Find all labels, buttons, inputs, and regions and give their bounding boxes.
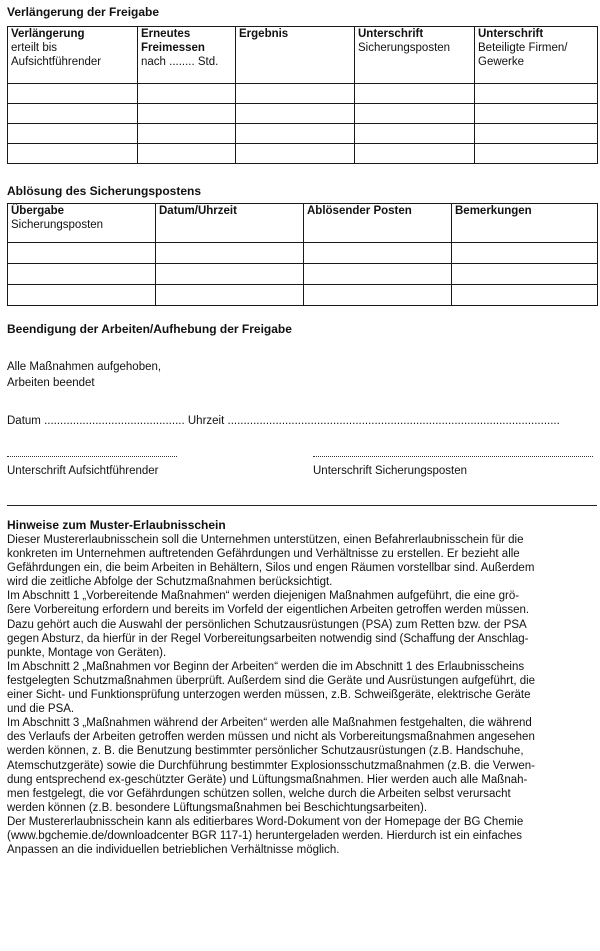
notes-line: punkte, Montage von Geräten).	[7, 646, 167, 659]
notes-line: Gefährdungen ein, die beim Arbeiten in Behältern, Silos und engen Räumen vorstellbar sind. Außerdem	[7, 562, 535, 575]
extension-entry-cell[interactable]	[8, 144, 138, 164]
relief-entry-cell[interactable]	[304, 264, 452, 285]
notes-line: Im Abschnitt 3 „Maßnahmen während der Arbeiten“ werden alle Maßnahmen festgehalten, die während	[7, 717, 532, 730]
time-label: Uhrzeit	[187, 415, 225, 427]
column-header-title: Datum/Uhrzeit	[159, 205, 237, 217]
relief-header-cell	[304, 204, 452, 243]
notes-body	[7, 533, 599, 857]
column-header-subtitle: nach ........ Std.	[141, 56, 219, 68]
notes-line: Dieser Mustererlaubnisschein soll die Unternehmen unterstützen, einen Befahrerlaubnisschein für die	[7, 534, 524, 546]
relief-entry-cell[interactable]	[452, 285, 598, 306]
extension-entry-cell[interactable]	[138, 144, 236, 164]
relief-entry-row	[8, 243, 598, 264]
notes-line: des Verlaufs der Arbeiten getroffen werden müssen und nicht als Vorbereitungsmaßnahmen angesehen	[7, 731, 535, 744]
notes-line: werden können, z. B. die Benutzung bestimmter persönlicher Schutzausrüstungen (z.B. Handschuhe,	[7, 745, 524, 758]
extension-entry-cell[interactable]	[8, 124, 138, 144]
relief-header-cell	[156, 204, 304, 243]
column-header-subtitle: Beteiligte Firmen/	[478, 42, 568, 54]
extension-entry-row	[8, 84, 598, 104]
notes-line: dung entsprechend ex-geschützter Geräte) und Lüftungsmaßnahmen. Hier werden auch alle Maßnah-	[7, 773, 528, 786]
extension-entry-cell[interactable]	[138, 84, 236, 104]
extension-entry-cell[interactable]	[355, 144, 475, 164]
supervisor-signature-line[interactable]	[7, 456, 177, 457]
notes-line: gegen Absturz, da hierfür in der Regel Vorbereitungsarbeiten notwendig sind (Schaffung der Anschlag-	[7, 632, 529, 645]
extension-entry-row	[8, 124, 598, 144]
relief-entry-cell[interactable]	[156, 285, 304, 306]
relief-entry-cell[interactable]	[156, 264, 304, 285]
extension-entry-cell[interactable]	[138, 124, 236, 144]
relief-header-cell	[452, 204, 598, 243]
extension-header-cell	[475, 27, 598, 84]
notes-line: (www.bgchemie.de/downloadcenter BGR 117-1) heruntergeladen werden. Hierdurch ist ein einfaches	[7, 829, 523, 842]
notes-line: werden können (z.B. besondere Lüftungsmaßnahmen bei Beschichtungsarbeiten).	[7, 801, 428, 814]
extension-entry-cell[interactable]	[355, 124, 475, 144]
relief-header-row	[8, 204, 598, 243]
column-header-subtitle: Aufsichtführender	[11, 56, 102, 68]
relief-entry-cell[interactable]	[304, 285, 452, 306]
notes-line: Im Abschnitt 2 „Maßnahmen vor Beginn der Arbeiten“ werden die im Abschnitt 1 des Erlaubnisscheins	[7, 660, 525, 673]
extension-entry-cell[interactable]	[475, 124, 598, 144]
extension-header-cell	[8, 27, 138, 84]
extension-entry-row	[8, 104, 598, 124]
extension-entry-cell[interactable]	[475, 84, 598, 104]
relief-entry-cell[interactable]	[156, 243, 304, 264]
relief-entry-row	[8, 264, 598, 285]
notes-line: Im Abschnitt 1 „Vorbereitende Maßnahmen“ werden diejenigen Maßnahmen aufgeführt, die eine grö-	[7, 590, 520, 603]
supervisor-signature-label: Unterschrift Aufsichtführender	[7, 465, 159, 477]
column-header-subtitle: erteilt bis	[11, 42, 58, 54]
column-header-subtitle: Gewerke	[478, 56, 525, 68]
completion-statement-line2: Arbeiten beendet	[7, 377, 95, 389]
column-header-title: Unterschrift	[478, 28, 544, 40]
safety-post-signature-line[interactable]	[313, 456, 593, 457]
notes-line: Anpassen an die individuellen betrieblichen Verhältnisse möglich.	[7, 844, 340, 857]
column-header-title: Übergabe	[11, 205, 65, 217]
column-header-subtitle: Sicherungsposten	[11, 219, 104, 231]
notes-line: Atemschutzgeräte) sowie die Durchführung bestimmter Explosionsschutzmaßnahmen (z.B. die Verwen-	[7, 759, 535, 772]
notes-line: einer Sicht- und Funktionsprüfung unterzogen werden müssen, z.B. Schweißgeräte, elektrische Geräte	[7, 689, 531, 702]
relief-entry-cell[interactable]	[8, 285, 156, 306]
time-field[interactable]: ........................................................................................................	[227, 415, 560, 427]
extension-entry-cell[interactable]	[236, 144, 355, 164]
relief-header-cell	[8, 204, 156, 243]
relief-entry-cell[interactable]	[8, 243, 156, 264]
extension-header-cell	[138, 27, 236, 84]
extension-entry-cell[interactable]	[475, 104, 598, 124]
section-divider	[7, 505, 597, 506]
column-header-title: Ergebnis	[239, 28, 289, 40]
notes-line: men festgelegt, die vor Gefährdungen schützen sollen, welche durch die Arbeiten selbst verursacht	[7, 787, 511, 800]
date-field[interactable]: ............................................	[44, 415, 185, 427]
extension-entry-cell[interactable]	[236, 124, 355, 144]
date-time-line	[7, 414, 597, 428]
notes-line: ßere Vorbereitung erfordern und bereits im Vorfeld der eigentlichen Arbeiten getroffen werden müssen.	[7, 604, 530, 617]
extension-entry-cell[interactable]	[355, 104, 475, 124]
notes-line: Der Mustererlaubnisschein kann als editierbares Word-Dokument von der Homepage der BG Chemie	[7, 815, 524, 828]
extension-entry-cell[interactable]	[8, 84, 138, 104]
safety-post-signature-label: Unterschrift Sicherungsposten	[313, 465, 468, 477]
extension-entry-cell[interactable]	[475, 144, 598, 164]
extension-entry-cell[interactable]	[355, 84, 475, 104]
column-header-subtitle: Sicherungsposten	[358, 42, 451, 54]
column-header-title: Ablösender Posten	[307, 205, 412, 217]
relief-entry-cell[interactable]	[8, 264, 156, 285]
notes-line: festgelegten Schutzmaßnahmen überprüft. Außerdem sind die Geräte und Ausrüstungen aufgeführt, die	[7, 674, 536, 687]
notes-line: wird die zeitliche Abfolge der Schutzmaßnahmen berücksichtigt.	[7, 576, 333, 589]
column-header-title: Bemerkungen	[455, 205, 532, 217]
notes-line: Dazu gehört auch die Auswahl der persönlichen Schutzausrüstungen (PSA) zum Retten bzw. der PSA	[7, 618, 527, 631]
completion-statement-line1: Alle Maßnahmen aufgehoben,	[7, 361, 162, 373]
relief-entry-cell[interactable]	[304, 243, 452, 264]
relief-entry-row	[8, 285, 598, 306]
column-header-title: Unterschrift	[358, 28, 424, 40]
extension-entry-cell[interactable]	[138, 104, 236, 124]
completion-section-title: Beendigung der Arbeiten/Aufhebung der Freigabe	[7, 322, 292, 336]
relief-entry-cell[interactable]	[452, 264, 598, 285]
relief-section-title: Ablösung des Sicherungspostens	[7, 184, 202, 198]
notes-title: Hinweise zum Muster-Erlaubnisschein	[7, 518, 226, 532]
extension-section-title: Verlängerung der Freigabe	[7, 5, 160, 19]
relief-entry-cell[interactable]	[452, 243, 598, 264]
relief-table	[7, 203, 598, 306]
date-label: Datum	[7, 415, 41, 427]
extension-entry-cell[interactable]	[236, 84, 355, 104]
notes-line: konkreten im Unternehmen auftretenden Gefährdungen und Verhältnisse zu erstellen. Er bezieht alle	[7, 548, 520, 561]
extension-header-cell	[236, 27, 355, 84]
column-header-title: Verlängerung	[11, 28, 85, 40]
extension-table	[7, 26, 598, 164]
column-header-title: Freimessen	[141, 42, 205, 54]
notes-line: und die PSA.	[7, 703, 75, 716]
column-header-title: Erneutes	[141, 28, 191, 40]
extension-entry-row	[8, 144, 598, 164]
extension-entry-cell[interactable]	[236, 104, 355, 124]
extension-entry-cell[interactable]	[8, 104, 138, 124]
extension-header-cell	[355, 27, 475, 84]
extension-header-row	[8, 27, 598, 84]
notes-section	[7, 518, 599, 857]
